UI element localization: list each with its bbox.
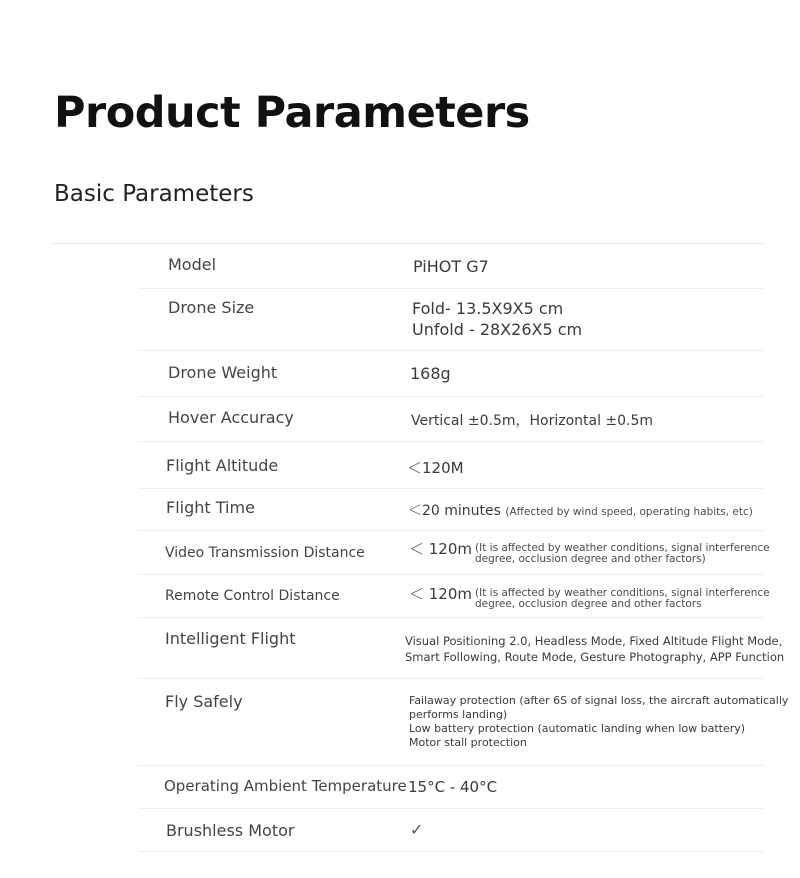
param-value: 168g — [410, 364, 451, 383]
param-label: Intelligent Flight — [165, 629, 296, 648]
param-value: Low battery protection (automatic landing when low battery) — [409, 722, 746, 735]
param-note: (It is affected by weather conditions, signal interference — [475, 587, 770, 599]
divider — [138, 350, 764, 351]
param-value: ＜120M — [407, 459, 464, 477]
param-label: Drone Weight — [168, 363, 278, 382]
param-note: degree, occlusion degree and other factors) — [475, 553, 706, 565]
param-value: Fold- 13.5X9X5 cm — [412, 299, 564, 318]
param-label: Video Transmission Distance — [165, 545, 365, 561]
param-label: Operating Ambient Temperature — [164, 777, 407, 795]
param-note: degree, occlusion degree and other factors — [475, 598, 702, 610]
param-value — [408, 500, 753, 520]
param-value-main: ＜20 minutes — [408, 503, 501, 519]
divider — [138, 288, 764, 289]
param-value: Unfold - 28X26X5 cm — [412, 320, 583, 339]
param-value: Motor stall protection — [409, 736, 527, 749]
page-title: Product Parameters — [54, 88, 530, 138]
divider — [138, 765, 764, 766]
param-value: performs landing) — [409, 708, 508, 721]
param-label: Drone Size — [168, 298, 255, 317]
divider — [138, 441, 764, 442]
param-label: Hover Accuracy — [168, 408, 294, 427]
divider — [138, 396, 764, 397]
param-note: (It is affected by weather conditions, signal interference — [475, 542, 770, 554]
param-value: PiHOT G7 — [413, 257, 489, 276]
param-value: Vertical ±0.5m，Horizontal ±0.5m — [411, 413, 654, 429]
param-value: ＜ 120m — [409, 540, 473, 558]
divider — [138, 530, 764, 531]
param-label: Remote Control Distance — [165, 588, 340, 604]
divider — [138, 574, 764, 575]
param-label: Flight Altitude — [166, 456, 279, 475]
param-value: ＜ 120m — [409, 585, 473, 603]
divider — [138, 488, 764, 489]
check-icon: ✓ — [410, 820, 424, 839]
param-label: Model — [168, 255, 217, 274]
param-value: Failaway protection (after 6S of signal loss, the aircraft automatically — [409, 694, 789, 707]
divider — [138, 851, 764, 852]
divider — [138, 617, 764, 618]
param-value: Visual Positioning 2.0, Headless Mode, Fixed Altitude Flight Mode, — [405, 634, 783, 648]
param-label: Fly Safely — [165, 692, 243, 711]
param-value: 15°C - 40°C — [408, 778, 498, 796]
divider — [138, 678, 764, 679]
section-subtitle: Basic Parameters — [54, 181, 254, 207]
param-note: (Affected by wind speed, operating habits, etc) — [505, 506, 753, 518]
divider — [138, 808, 764, 809]
param-label: Brushless Motor — [166, 821, 295, 840]
param-label: Flight Time — [166, 498, 255, 517]
divider — [52, 243, 764, 244]
param-value: Smart Following, Route Mode, Gesture Photography, APP Function — [405, 650, 785, 664]
